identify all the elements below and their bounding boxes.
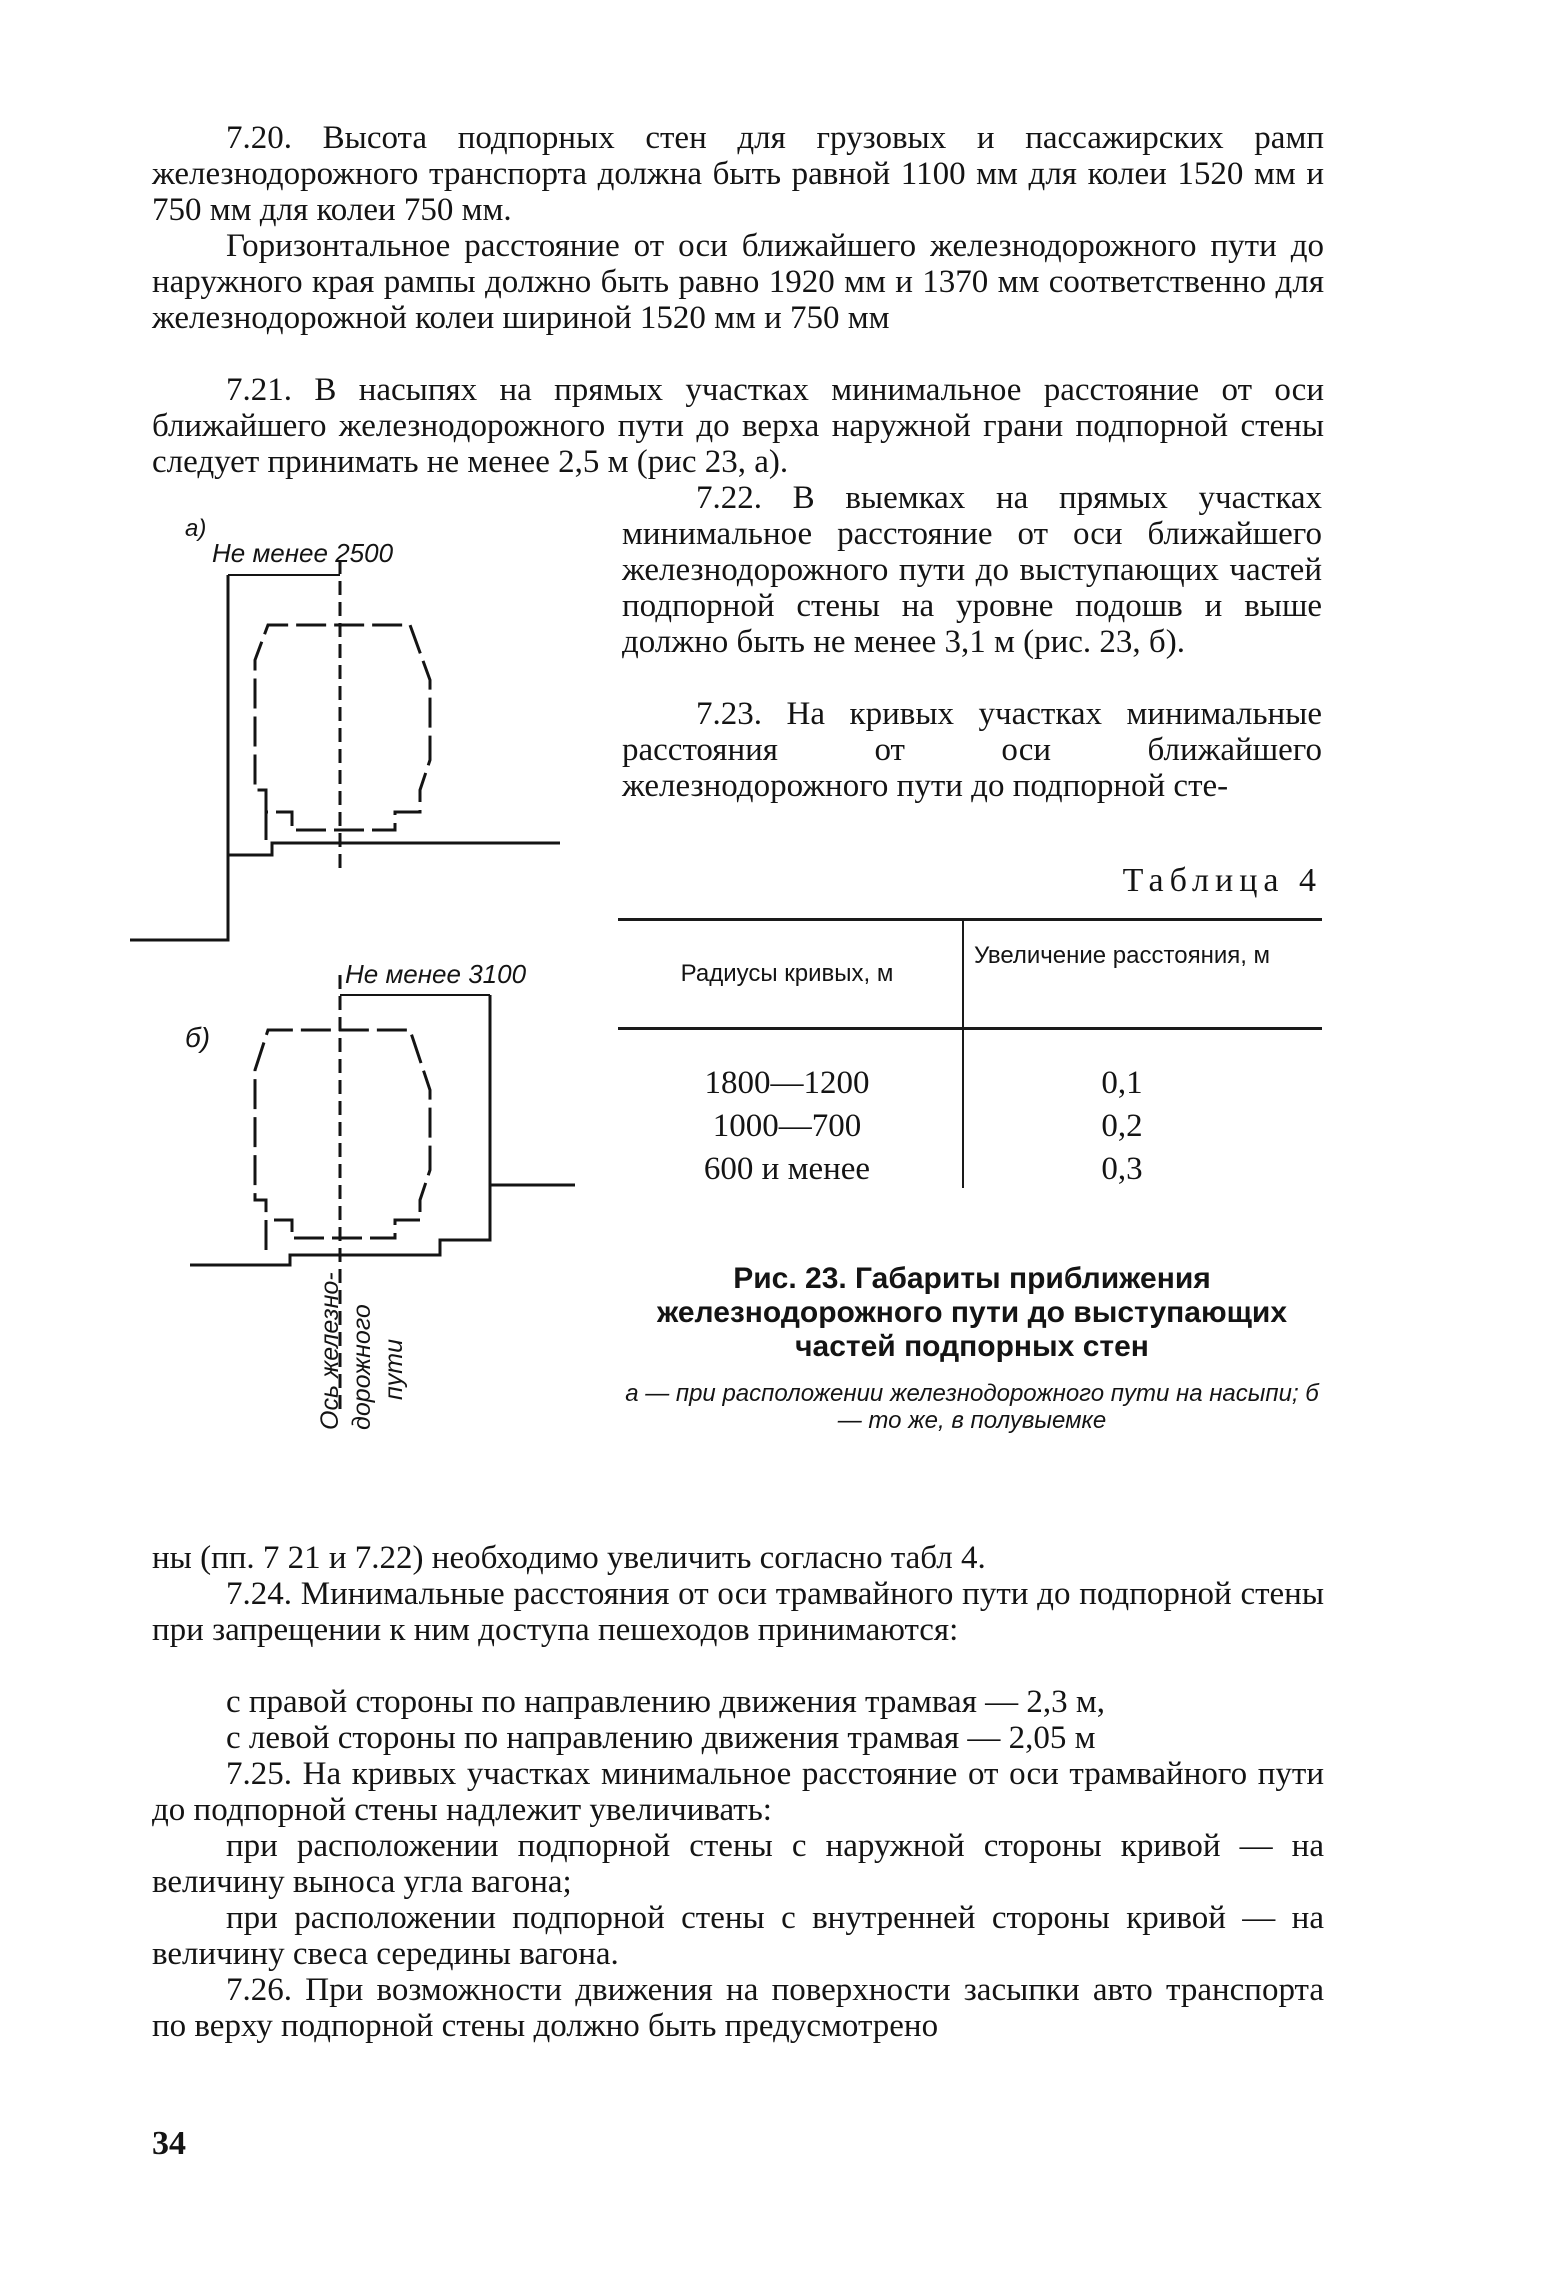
cutting-wall-outline — [335, 1185, 575, 1255]
table-cell-radius: 1800—1200 — [704, 1065, 870, 1101]
paragraph-7-23: 7.23. На кривых участках минимальные расстояния от оси ближайшего железнодорожного пути до подпорной сте- — [622, 696, 1322, 804]
paragraph-7-25: 7.25. На кривых участках минимальное расстояние от оси трамвайного пути до подпорной стены надлежит увеличивать: — [152, 1756, 1324, 1828]
table-top-rule — [618, 918, 1322, 921]
paragraph-7-24: 7.24. Минимальные расстояния от оси трамвайного пути до подпорной стены при запрещении к ним доступа пешеходов принимаются: — [152, 1576, 1324, 1648]
clearance-outline-b — [255, 1030, 430, 1250]
table-cell-radius: 600 и менее — [703, 1151, 871, 1187]
paragraph-7-21: 7.21. В насыпях на прямых участках минимальное расстояние от оси ближайшего железнодорожного пути до верха наружной грани подпорной стены следует принимать не менее 2,5 м (рис 23, а). — [152, 372, 1324, 480]
table-column-rule — [962, 918, 964, 1188]
page-number: 34 — [152, 2125, 186, 2162]
embankment-wall-outline — [130, 843, 560, 940]
dimension-label-b: Не менее 3100 — [345, 959, 527, 989]
clearance-outline-a — [255, 625, 430, 840]
paragraph-7-26: 7.26. При возможности движения на поверхности засыпки авто транспорта по верху подпорной стены должно быть предусмотрено — [152, 1972, 1324, 2044]
figure-label-b: б) — [185, 1022, 211, 1053]
table-cell-radius: 1000—700 — [712, 1108, 862, 1144]
dimension-label-a: Не менее 2500 — [212, 538, 394, 568]
paragraph-7-24-right-side: с правой стороны по направлению движения трамвая — 2,3 м, — [226, 1684, 1106, 1720]
paragraph-7-25-outer: при расположении подпорной стены с наружной стороны кривой — на величину выноса угла вагона; — [152, 1828, 1324, 1900]
table-header-radius: Радиусы кривых, м — [680, 960, 894, 987]
figure-legend: а — при расположении железнодорожного пути на насыпи; б — то же, в полувыемке — [625, 1380, 1319, 1434]
figure-label-a: а) — [185, 515, 207, 542]
cutting-base-left — [190, 1255, 335, 1265]
table-cell-increase: 0,1 — [1101, 1065, 1143, 1101]
paragraph-7-24-left-side: с левой стороны по направлению движения трамвая — 2,05 м — [226, 1720, 1096, 1756]
figure-caption: Рис. 23. Габариты приближения железнодорожного пути до выступающих частей подпорных стен — [656, 1262, 1288, 1363]
table-title: Таблица 4 — [1122, 862, 1322, 899]
table-cell-increase: 0,3 — [1101, 1151, 1143, 1187]
table-header-rule — [618, 1027, 1322, 1030]
paragraph-7-20-distance: Горизонтальное расстояние от оси ближайшего железнодорожного пути до наружного края рампы должно быть равно 1920 мм и 1370 мм соответственно для железнодорожной колеи шириной 1520 мм и 750 мм — [152, 228, 1324, 336]
table-header-increase: Увеличение расстояния, м — [973, 942, 1271, 969]
table-cell-increase: 0,2 — [1101, 1108, 1143, 1144]
paragraph-7-22: 7.22. В выемках на прямых участках минимальное расстояние от оси ближайшего железнодорожного пути до выступающих частей подпорной стены на уровне подошв и выше должно быть не менее 3,1 м (рис. 23, б). — [622, 480, 1322, 660]
axis-label-line2: дорожного — [348, 1304, 376, 1430]
paragraph-7-20: 7.20. Высота подпорных стен для грузовых и пассажирских рамп железнодорожного транспорта должна быть равной 1100 мм для колеи 1520 мм и 750 мм для колеи 750 мм. — [152, 120, 1324, 228]
paragraph-7-25-inner: при расположении подпорной стены с внутренней стороны кривой — на величину свеса середины вагона. — [152, 1900, 1324, 1972]
axis-label-line3: пути — [380, 1339, 408, 1400]
paragraph-7-23-continued: ны (пп. 7 21 и 7.22) необходимо увеличить согласно табл 4. — [152, 1540, 986, 1576]
axis-label-line1: Ось железно- — [316, 1272, 344, 1430]
